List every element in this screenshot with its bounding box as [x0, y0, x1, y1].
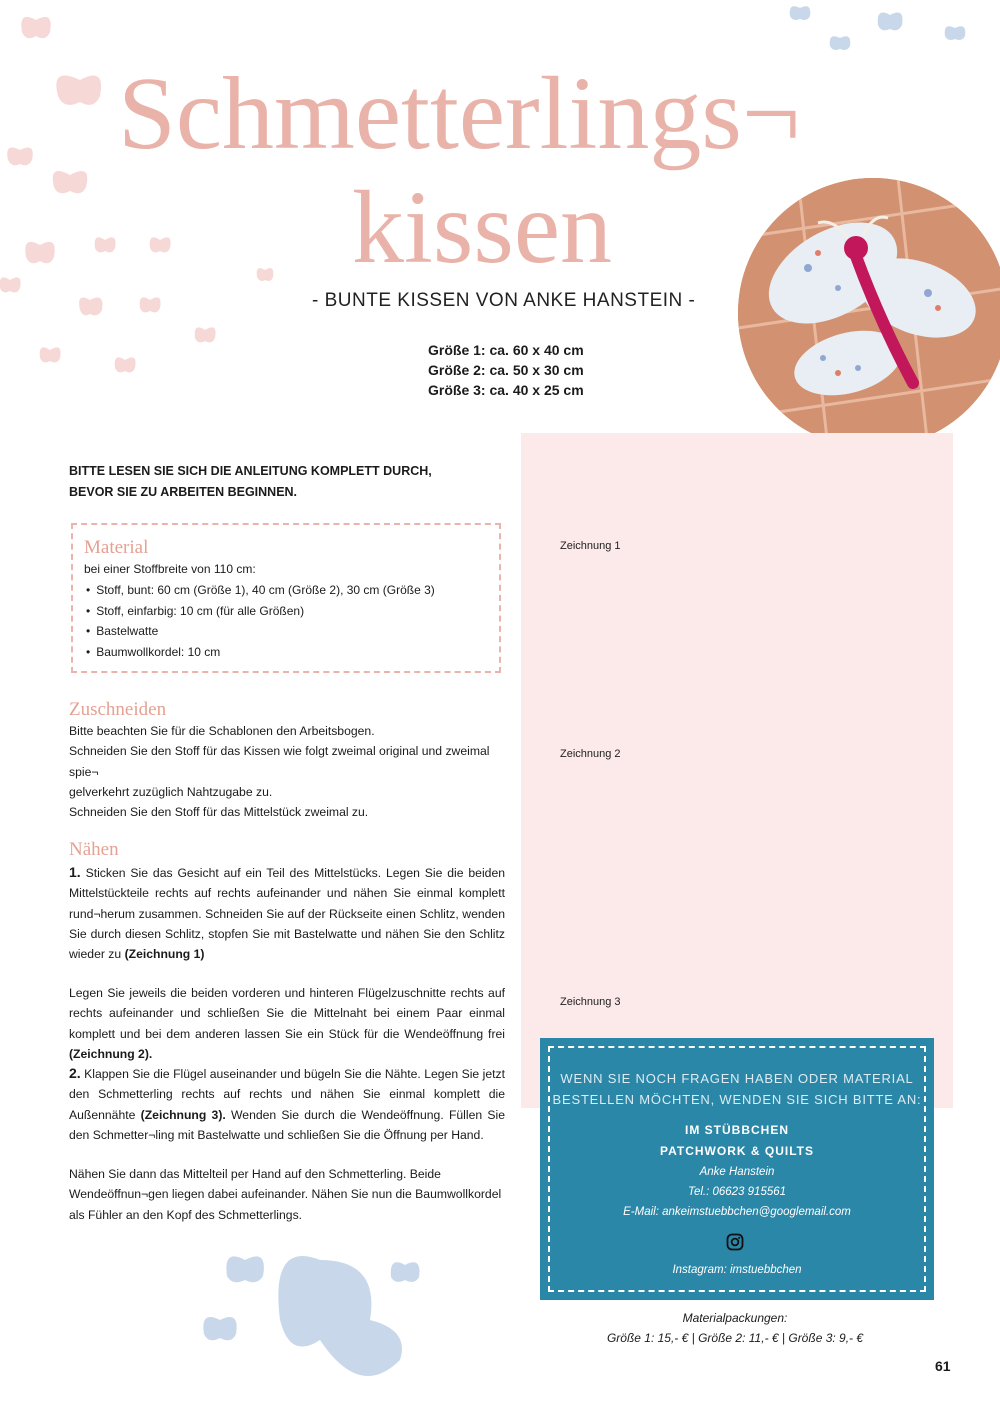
material-intro: bei einer Stoffbreite von 110 cm:: [84, 562, 256, 576]
zuschneiden-heading: Zuschneiden: [69, 699, 167, 720]
butterfly-decoration-blue-bottom: [190, 1240, 450, 1413]
material-heading: Material: [84, 537, 149, 558]
list-item: • Stoff, bunt: 60 cm (Größe 1), 40 cm (Größe 2), 30 cm (Größe 3): [86, 580, 435, 601]
size-list: [428, 340, 584, 400]
instagram-icon: [726, 1233, 744, 1251]
naehen-paragraph-4: Nähen Sie dann das Mittelteil per Hand auf den Schmetterling. Beide Wendeöffnun¬gen liegen dabei aufeinander. Nähen Sie nun die Baumwollkordel als Fühler an den Kopf des Schmetterlings.: [69, 1167, 502, 1222]
material-packages: Materialpackungen: Größe 1: 15,- € | Größe 2: 11,- € | Größe 3: 9,- €: [606, 1311, 864, 1345]
instagram-handle[interactable]: Instagram: imstuebbchen: [672, 1264, 802, 1276]
butterfly-decoration-blue-top: [780, 0, 1000, 70]
naehen-step-1: 1. Sticken Sie das Gesicht auf ein Teil des Mittelstücks. Legen Sie die beiden Mittelstückteile rechts auf rechts aufeinander und nähen Sie einmal komplett rund¬herum zusammen. Schneiden Sie auf der Rückseite einen Schlitz, wenden Sie durch diesen Schlitz, stopfen Sie mit Bastelwatte und nähen Sie den Schlitz wieder zu (Zeichnung 1): [69, 864, 506, 962]
list-item: • Bastelwatte: [86, 621, 435, 642]
shop-name: IM STÜBBCHEN PATCHWORK & QUILTS: [660, 1123, 814, 1158]
title-line-2: kissen: [352, 170, 612, 285]
material-list: [86, 580, 435, 662]
size-row: Größe 1: ca. 60 x 40 cm: [428, 342, 584, 358]
read-instructions-notice: BITTE LESEN SIE SICH DIE ANLEITUNG KOMPLETT DURCH, BEVOR SIE ZU ARBEITEN BEGINNEN.: [69, 464, 432, 499]
naehen-heading: Nähen: [69, 839, 119, 860]
naehen-paragraph-2: Legen Sie jeweils die beiden vorderen und hinteren Flügelzuschnitte rechts auf rechts aufeinander und schließen Sie die Mittelnaht bei einem Paar einmal komplett und bei dem anderen lassen Sie ein Stück für die Wendeöffnung frei (Zeichnung 2).: [69, 986, 505, 1061]
contact-box: [540, 1038, 934, 1300]
drawing-3-label: Zeichnung 3: [560, 996, 621, 1008]
size-row: Größe 2: ca. 50 x 30 cm: [428, 362, 584, 378]
contact-question: WENN SIE NOCH FRAGEN HABEN ODER MATERIAL BESTELLEN MÖCHTEN, WENDEN SIE SICH BITTE AN:: [552, 1071, 922, 1107]
contact-phone: Tel.: 06623 915561: [687, 1186, 787, 1198]
title-line-1: Schmetterlings¬: [118, 56, 801, 171]
contact-email[interactable]: E-Mail: ankeimstuebbchen@googlemail.com: [623, 1206, 851, 1218]
contact-box-border: [548, 1046, 926, 1292]
zuschneiden-text: Bitte beachten Sie für die Schablonen den Arbeitsbogen. Schneiden Sie den Stoff für das Kissen wie folgt zweimal original und zweimal spie¬ gelverkehrt zuzüglich Nahtzugabe zu. Schneiden Sie den Stoff für das Mittelstück zweimal zu.: [69, 724, 490, 820]
page-number: 61: [935, 1358, 951, 1374]
list-item: • Stoff, einfarbig: 10 cm (für alle Größen): [86, 601, 435, 622]
list-item: • Baumwollkordel: 10 cm: [86, 642, 435, 663]
drawing-2-label: Zeichnung 2: [560, 748, 621, 760]
naehen-step-2: 2. Klappen Sie die Flügel auseinander und bügeln Sie die Nähte. Legen Sie jetzt den Schmetterling rechts auf rechts und nähen Sie einmal komplett die Außennähte (Zeichnung 3). Wenden Sie durch die Wendeöffnung. Füllen Sie den Schmetter¬ling mit Bastelwatte und schließen Sie die Öffnung per Hand.: [69, 1065, 505, 1142]
subtitle: - BUNTE KISSEN VON ANKE HANSTEIN -: [312, 290, 696, 311]
butterfly-cushion-photo: [738, 178, 1000, 448]
drawing-1-label: Zeichnung 1: [560, 540, 621, 552]
size-row: Größe 3: ca. 40 x 25 cm: [428, 382, 584, 398]
contact-person: Anke Hanstein: [699, 1166, 775, 1178]
contact-details: [550, 1162, 924, 1222]
